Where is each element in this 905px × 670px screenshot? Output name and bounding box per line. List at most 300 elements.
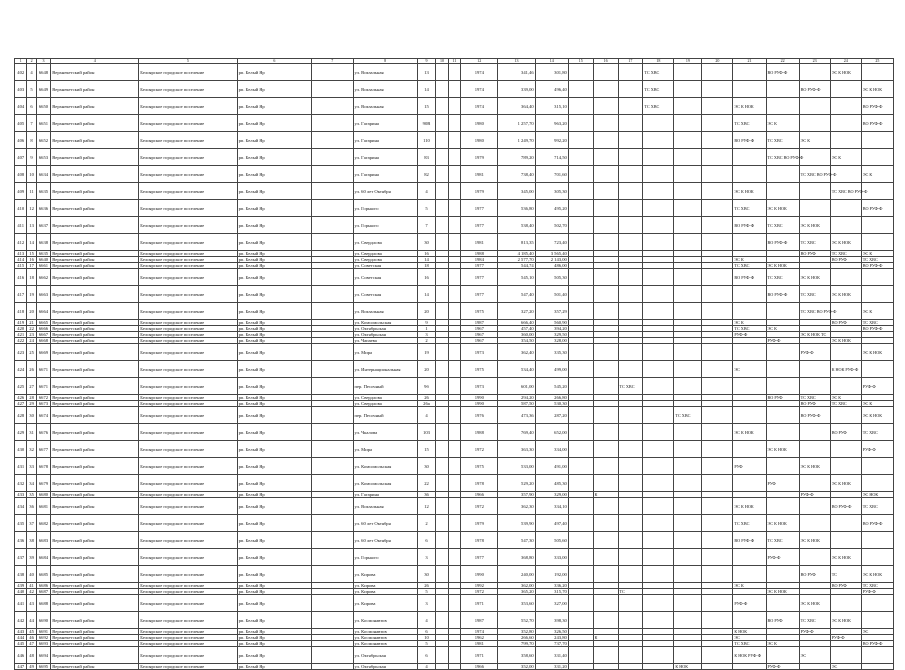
cell-street: ул. Комсомольская (353, 458, 417, 475)
cell-mun: Белоярское городское поселение (139, 629, 237, 635)
cell-n: 428 (15, 407, 27, 424)
cell-a2: 331,40 (535, 647, 568, 664)
cell-c21: ТС ХВС (733, 115, 766, 132)
cell-loc: рп. Белый Яр (237, 647, 312, 664)
cell-c11 (448, 149, 460, 166)
cell-c16 (593, 424, 618, 441)
cell-c17 (618, 549, 643, 566)
cell-dist: Верхнекетский район (51, 303, 139, 320)
cell-c18 (643, 149, 674, 166)
table-row (15, 475, 894, 492)
cell-dist: Верхнекетский район (51, 132, 139, 149)
cell-a2: 315,10 (535, 98, 568, 115)
cell-year: 1984 (461, 257, 498, 263)
cell-house: 20 (417, 303, 436, 320)
cell-a1: 360,00 (498, 332, 535, 338)
cell-year: 1972 (461, 589, 498, 595)
cell-c22 (766, 407, 799, 424)
cell-dist: Верхнекетский район (51, 407, 139, 424)
cell-c16 (593, 441, 618, 458)
cell-c23 (799, 183, 830, 200)
cell-c23 (799, 361, 830, 378)
cell-mun: Белоярское городское поселение (139, 583, 237, 589)
cell-year: 1966 (461, 492, 498, 498)
cell-a2: 560,90 (535, 320, 568, 326)
cell-i: 26 (27, 361, 36, 378)
cell-year: 1990 (461, 566, 498, 583)
cell-c16 (593, 407, 618, 424)
cell-c21 (733, 441, 766, 458)
cell-c17 (618, 115, 643, 132)
cell-a1: 473,36 (498, 407, 535, 424)
cell-c20 (702, 515, 733, 532)
cell-a2: 327,00 (535, 595, 568, 612)
column-number: 20 (702, 59, 733, 64)
cell-n: 429 (15, 424, 27, 441)
column-number: 24 (830, 59, 861, 64)
cell-c23: ТС ХВС ВО РУФ-Ф (799, 166, 830, 183)
cell-loc: рп. Белый Яр (237, 492, 312, 498)
column-number: 15 (568, 59, 593, 64)
cell-c7 (312, 269, 353, 286)
cell-c7 (312, 407, 353, 424)
cell-house: 14 (417, 81, 436, 98)
column-number: 21 (733, 59, 766, 64)
column-number: 12 (461, 59, 498, 64)
table-row (15, 286, 894, 303)
cell-c24 (830, 81, 861, 98)
cell-c22 (766, 183, 799, 200)
cell-dist: Верхнекетский район (51, 647, 139, 664)
cell-mun: Белоярское городское поселение (139, 149, 237, 166)
cell-c15 (568, 183, 593, 200)
cell-a1: 240,00 (498, 566, 535, 583)
table-row (15, 612, 894, 629)
cell-id: 6665 (36, 320, 50, 326)
table-row (15, 149, 894, 166)
cell-dist: Верхнекетский район (51, 149, 139, 166)
cell-c21: ВО РУФ-Ф (733, 532, 766, 549)
cell-i: 44 (27, 612, 36, 629)
cell-c17 (618, 595, 643, 612)
cell-c7 (312, 515, 353, 532)
cell-house: 1 (417, 326, 436, 332)
cell-n: 420 (15, 326, 27, 332)
cell-id: 6686 (36, 583, 50, 589)
cell-mun: Белоярское городское поселение (139, 475, 237, 492)
cell-mun: Белоярское городское поселение (139, 647, 237, 664)
cell-c11 (448, 234, 460, 251)
cell-dist: Верхнекетский район (51, 583, 139, 589)
cell-dist: Верхнекетский район (51, 286, 139, 303)
cell-mun: Белоярское городское поселение (139, 378, 237, 395)
cell-c23: ВО РУФ-Ф (799, 81, 830, 98)
cell-a1: 457,40 (498, 326, 535, 332)
cell-c19 (674, 149, 702, 166)
cell-c10 (436, 424, 448, 441)
cell-year: 1990 (461, 395, 498, 401)
cell-street: ул. Свердлова (353, 257, 417, 263)
cell-c16 (593, 183, 618, 200)
cell-c20 (702, 183, 733, 200)
cell-loc: рп. Белый Яр (237, 612, 312, 629)
cell-c23: ЭС К НОК (799, 595, 830, 612)
cell-n: 405 (15, 115, 27, 132)
table-body (15, 64, 894, 670)
cell-c23: ЭС К НОК (799, 458, 830, 475)
cell-a2: 335,30 (535, 344, 568, 361)
cell-c7 (312, 98, 353, 115)
table-row (15, 200, 894, 217)
cell-house: 26а (417, 401, 436, 407)
cell-id: 6671 (36, 378, 50, 395)
cell-c19 (674, 303, 702, 320)
cell-c11 (448, 549, 460, 566)
cell-c16 (593, 361, 618, 378)
cell-c19 (674, 475, 702, 492)
cell-c21 (733, 149, 766, 166)
cell-c21 (733, 286, 766, 303)
cell-c22 (766, 378, 799, 395)
cell-c19 (674, 344, 702, 361)
cell-id: 6635 (36, 183, 50, 200)
cell-year: 1978 (461, 475, 498, 492)
cell-dist: Верхнекетский район (51, 234, 139, 251)
table-row (15, 115, 894, 132)
cell-c25 (861, 647, 893, 664)
cell-a2: 496,40 (535, 81, 568, 98)
cell-id: 6653 (36, 149, 50, 166)
cell-n: 426 (15, 395, 27, 401)
cell-c10 (436, 286, 448, 303)
cell-c18 (643, 515, 674, 532)
cell-street: ул. Гагарина (353, 132, 417, 149)
cell-c25: ТС ХВС (861, 424, 893, 441)
cell-c22: ЭС К НОК (766, 200, 799, 217)
cell-n: 436 (15, 532, 27, 549)
cell-street: ул. 60 лет Октября (353, 515, 417, 532)
cell-dist: Верхнекетский район (51, 635, 139, 641)
cell-c18 (643, 532, 674, 549)
cell-c18: ТС ХВС (643, 81, 674, 98)
cell-i: 45 (27, 629, 36, 635)
cell-a2: 2 143,00 (535, 257, 568, 263)
cell-dist: Верхнекетский район (51, 641, 139, 647)
cell-a2: 545,20 (535, 378, 568, 395)
cell-loc: рп. Белый Яр (237, 424, 312, 441)
cell-a1: 547,30 (498, 532, 535, 549)
cell-dist: Верхнекетский район (51, 532, 139, 549)
cell-i: 33 (27, 458, 36, 475)
cell-c10 (436, 81, 448, 98)
cell-id: 6662 (36, 269, 50, 286)
cell-c21: ЭС К НОК (733, 183, 766, 200)
cell-c18 (643, 612, 674, 629)
cell-c20 (702, 458, 733, 475)
cell-house: 6 (417, 629, 436, 635)
cell-a1: 358,60 (498, 647, 535, 664)
cell-c18 (643, 183, 674, 200)
cell-street: ул. Советская (353, 263, 417, 269)
cell-dist: Верхнекетский район (51, 492, 139, 498)
cell-c23: РУФ-Ф (799, 492, 830, 498)
cell-loc: рп. Белый Яр (237, 257, 312, 263)
cell-a1: 4 185,40 (498, 251, 535, 257)
cell-c11 (448, 595, 460, 612)
cell-dist: Верхнекетский район (51, 326, 139, 332)
cell-house: 82 (417, 166, 436, 183)
cell-loc: рп. Белый Яр (237, 664, 312, 670)
cell-n: 440 (15, 589, 27, 595)
cell-dist: Верхнекетский район (51, 589, 139, 595)
cell-house: 83 (417, 149, 436, 166)
cell-i: 24 (27, 338, 36, 344)
table-row (15, 234, 894, 251)
cell-a1: 539,90 (498, 515, 535, 532)
cell-c11 (448, 200, 460, 217)
table-row (15, 361, 894, 378)
cell-a2: 714,50 (535, 149, 568, 166)
cell-i: 17 (27, 263, 36, 269)
cell-c16 (593, 166, 618, 183)
cell-c24 (830, 515, 861, 532)
cell-c16 (593, 217, 618, 234)
cell-c18 (643, 498, 674, 515)
cell-i: 46 (27, 635, 36, 641)
cell-street: ул. Гагарина (353, 492, 417, 498)
cell-c10 (436, 378, 448, 395)
cell-dist: Верхнекетский район (51, 458, 139, 475)
cell-a2: 315,70 (535, 589, 568, 595)
cell-c17 (618, 532, 643, 549)
cell-dist: Верхнекетский район (51, 320, 139, 326)
table-row (15, 424, 894, 441)
cell-c24: К НОК РУФ-Ф (830, 361, 861, 378)
cell-a1: 738,40 (498, 166, 535, 183)
cell-year: 1981 (461, 641, 498, 647)
cell-c25 (861, 132, 893, 149)
cell-a1: 266,60 (498, 635, 535, 641)
cell-c15 (568, 115, 593, 132)
cell-n: 435 (15, 515, 27, 532)
cell-year: 1962 (461, 635, 498, 641)
cell-dist: Верхнекетский район (51, 664, 139, 670)
cell-c15 (568, 234, 593, 251)
cell-c23: ВО РУФ (799, 251, 830, 257)
cell-c22 (766, 81, 799, 98)
cell-c15 (568, 269, 593, 286)
cell-n: 402 (15, 64, 27, 81)
cell-n: 430 (15, 441, 27, 458)
cell-c19 (674, 166, 702, 183)
cell-c22 (766, 595, 799, 612)
cell-i: 23 (27, 332, 36, 338)
cell-c17 (618, 303, 643, 320)
cell-c10 (436, 498, 448, 515)
cell-c20 (702, 424, 733, 441)
cell-c10 (436, 458, 448, 475)
cell-c20 (702, 115, 733, 132)
cell-c7 (312, 149, 353, 166)
cell-mun: Белоярское городское поселение (139, 532, 237, 549)
cell-c24 (830, 200, 861, 217)
cell-mun: Белоярское городское поселение (139, 338, 237, 344)
cell-c15 (568, 441, 593, 458)
cell-c25: ТС ХВС (861, 320, 893, 326)
cell-loc: рп. Белый Яр (237, 200, 312, 217)
cell-c22 (766, 424, 799, 441)
cell-dist: Верхнекетский район (51, 401, 139, 407)
cell-a1: 352,80 (498, 629, 535, 635)
cell-mun: Белоярское городское поселение (139, 183, 237, 200)
cell-street: ул. Вокзальная (353, 98, 417, 115)
column-number: 13 (498, 59, 535, 64)
cell-c22 (766, 166, 799, 183)
cell-a2: 243,80 (535, 635, 568, 641)
cell-house: 14 (417, 257, 436, 263)
cell-c19 (674, 361, 702, 378)
cell-i: 10 (27, 166, 36, 183)
cell-c22: РУФ-Ф (766, 664, 799, 670)
cell-c19 (674, 183, 702, 200)
cell-c17: ТС (618, 589, 643, 595)
cell-c18 (643, 115, 674, 132)
cell-c15 (568, 458, 593, 475)
cell-c15 (568, 98, 593, 115)
cell-c19 (674, 269, 702, 286)
cell-c7 (312, 647, 353, 664)
cell-mun: Белоярское городское поселение (139, 81, 237, 98)
table-row (15, 81, 894, 98)
cell-i: 25 (27, 344, 36, 361)
cell-n: 408 (15, 166, 27, 183)
cell-mun: Белоярское городское поселение (139, 589, 237, 595)
cell-n: 416 (15, 269, 27, 286)
cell-mun: Белоярское городское поселение (139, 234, 237, 251)
cell-c10 (436, 149, 448, 166)
cell-c10 (436, 441, 448, 458)
cell-c22: ЭС К НОК (766, 441, 799, 458)
cell-c10 (436, 217, 448, 234)
cell-a2: 485,30 (535, 475, 568, 492)
cell-c23 (799, 441, 830, 458)
cell-c11 (448, 458, 460, 475)
cell-id: 6680 (36, 492, 50, 498)
cell-n: 444 (15, 635, 27, 641)
cell-c21: ВО РУФ-Ф (733, 132, 766, 149)
cell-c20 (702, 344, 733, 361)
table-row (15, 441, 894, 458)
cell-c21: ЭС К (733, 257, 766, 263)
cell-id: 6661 (36, 263, 50, 269)
cell-street: ул. Вокзальная (353, 81, 417, 98)
cell-a1: 545,10 (498, 269, 535, 286)
cell-n: 447 (15, 664, 27, 670)
cell-c16 (593, 475, 618, 492)
cell-a1: 363,30 (498, 441, 535, 458)
cell-street: ул. Космонавтов (353, 635, 417, 641)
cell-id: 6678 (36, 458, 50, 475)
cell-street: ул. Вокзальная (353, 64, 417, 81)
cell-c16 (593, 664, 618, 670)
cell-c20 (702, 407, 733, 424)
cell-dist: Верхнекетский район (51, 549, 139, 566)
cell-c21 (733, 664, 766, 670)
cell-id: 6690 (36, 612, 50, 629)
cell-year: 1987 (461, 612, 498, 629)
cell-a2: 333,00 (535, 549, 568, 566)
cell-c23: РУФ-Ф (799, 629, 830, 635)
cell-a1: 536,80 (498, 200, 535, 217)
cell-c25: ВО РУФ-Ф (861, 326, 893, 332)
cell-a2: 266,80 (535, 395, 568, 401)
cell-street: ул. Советская (353, 286, 417, 303)
cell-c21 (733, 549, 766, 566)
cell-a2: 192,00 (535, 566, 568, 583)
cell-n: 403 (15, 81, 27, 98)
cell-a2: 723,40 (535, 234, 568, 251)
cell-c7 (312, 498, 353, 515)
table-row (15, 166, 894, 183)
cell-c22: ВО РУФ (766, 612, 799, 629)
cell-c17: ТС ХВС (618, 378, 643, 395)
cell-c21: ЭС К (733, 320, 766, 326)
cell-c7 (312, 595, 353, 612)
cell-id: 6682 (36, 515, 50, 532)
cell-c10 (436, 647, 448, 664)
cell-c21: РУФ (733, 458, 766, 475)
cell-mun: Белоярское городское поселение (139, 407, 237, 424)
cell-mun: Белоярское городское поселение (139, 64, 237, 81)
cell-c18 (643, 458, 674, 475)
cell-house: 12 (417, 498, 436, 515)
cell-c21 (733, 166, 766, 183)
cell-c17 (618, 81, 643, 98)
cell-mun: Белоярское городское поселение (139, 595, 237, 612)
cell-dist: Верхнекетский район (51, 344, 139, 361)
cell-a2: 491,00 (535, 458, 568, 475)
cell-c23 (799, 498, 830, 515)
cell-house: 30 (417, 566, 436, 583)
cell-id: 6681 (36, 498, 50, 515)
cell-c20 (702, 549, 733, 566)
cell-c25: ЭС К (861, 166, 893, 183)
cell-house: 2 (417, 338, 436, 344)
cell-c22 (766, 303, 799, 320)
column-number: 10 (436, 59, 448, 64)
cell-c18 (643, 595, 674, 612)
cell-n: 442 (15, 612, 27, 629)
cell-mun: Белоярское городское поселение (139, 217, 237, 234)
cell-c24: ЭС К НОК (830, 475, 861, 492)
column-number: 9 (417, 59, 436, 64)
cell-id: 6649 (36, 81, 50, 98)
cell-dist: Верхнекетский район (51, 257, 139, 263)
cell-house: 4 (417, 183, 436, 200)
cell-c10 (436, 344, 448, 361)
cell-c10 (436, 549, 448, 566)
column-number: 5 (139, 59, 237, 64)
cell-a1: 799,70 (498, 641, 535, 647)
cell-id: 6692 (36, 635, 50, 641)
cell-a2: 398,30 (535, 612, 568, 629)
cell-c7 (312, 217, 353, 234)
cell-c25 (861, 217, 893, 234)
cell-c18 (643, 475, 674, 492)
cell-year: 1988 (461, 424, 498, 441)
cell-c24 (830, 98, 861, 115)
cell-c23: ЭС К НОК (799, 532, 830, 549)
